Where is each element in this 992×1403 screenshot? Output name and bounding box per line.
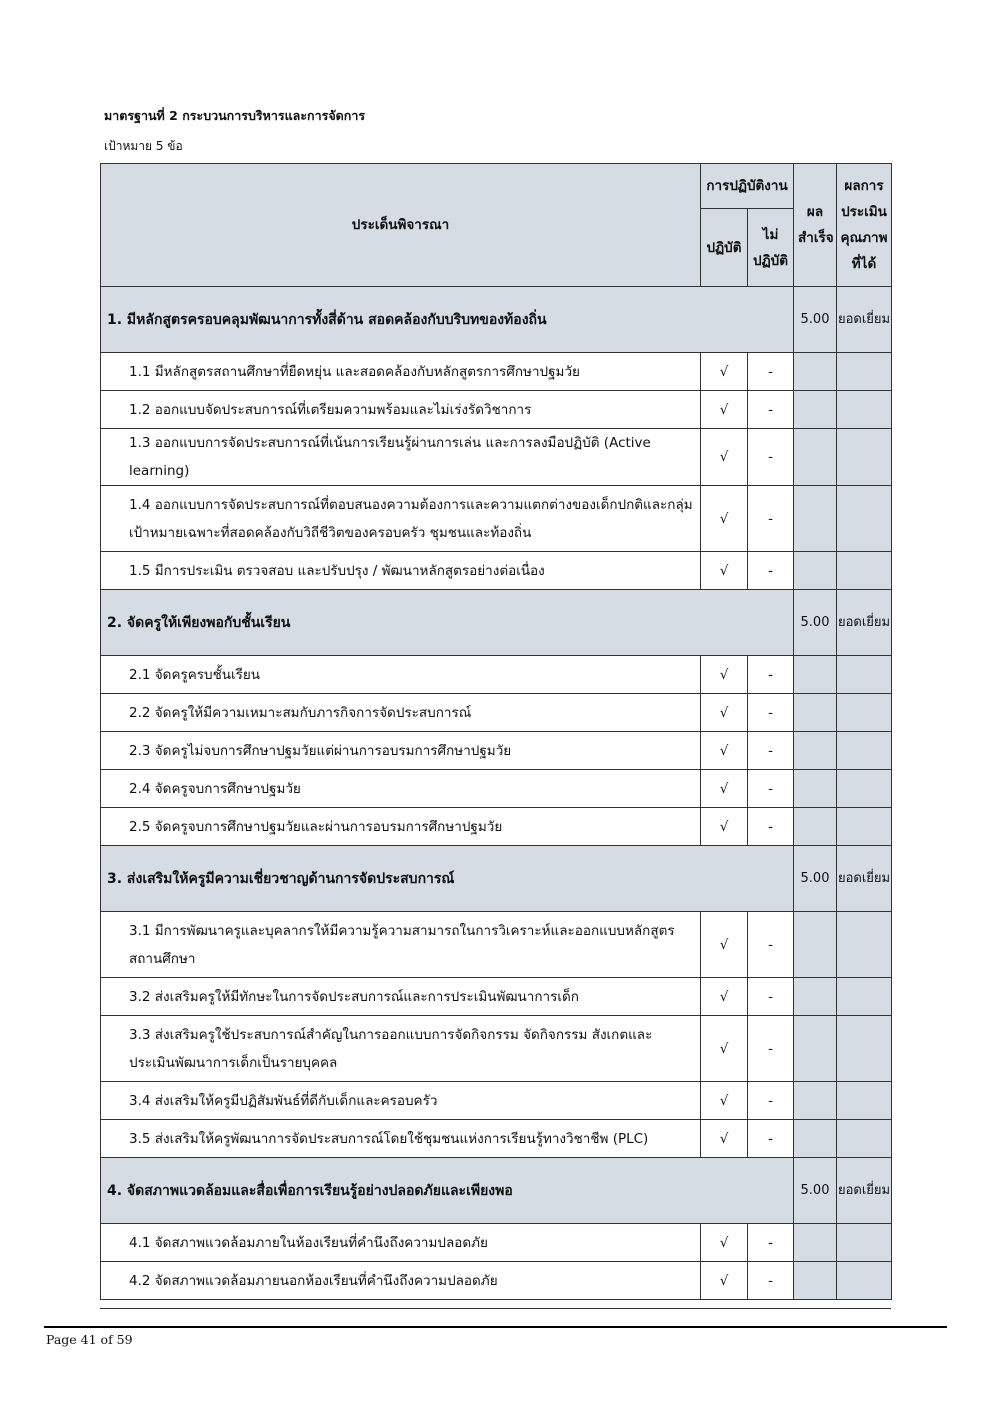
group-row	[101, 287, 892, 353]
table-row	[101, 1224, 892, 1262]
not-practiced-mark: -	[748, 1082, 794, 1120]
practiced-check: √	[701, 353, 748, 391]
quality-cell	[837, 770, 892, 808]
item-text: 3.1 มีการพัฒนาครูและบุคลากรให้มีความรู้ความสามารถในการวิเคราะห์และออกแบบหลักสูตรสถานศึกษา	[101, 912, 701, 978]
not-practiced-mark: -	[748, 770, 794, 808]
item-text: 3.2 ส่งเสริมครูให้มีทักษะในการจัดประสบการณ์และการประเมินพัฒนาการเด็ก	[101, 978, 701, 1016]
not-practiced-mark: -	[748, 1120, 794, 1158]
header-topic: ประเด็นพิจารณา	[101, 164, 701, 287]
practiced-check: √	[701, 1120, 748, 1158]
group-score: 5.00	[794, 1158, 837, 1224]
not-practiced-mark: -	[748, 552, 794, 590]
table-row	[101, 656, 892, 694]
result-cell	[794, 429, 837, 486]
quality-cell	[837, 694, 892, 732]
table-row	[101, 486, 892, 552]
header-result: ผลสำเร็จ	[794, 164, 837, 287]
quality-cell	[837, 1120, 892, 1158]
quality-cell	[837, 552, 892, 590]
result-cell	[794, 912, 837, 978]
target-text: เป้าหมาย 5 ข้อ	[104, 139, 183, 153]
evaluation-table	[100, 163, 892, 1300]
not-practiced-mark: -	[748, 1016, 794, 1082]
table-row	[101, 732, 892, 770]
header-not-practiced: ไม่ปฏิบัติ	[748, 209, 794, 287]
not-practiced-mark: -	[748, 391, 794, 429]
item-text: 3.3 ส่งเสริมครูใช้ประสบการณ์สำคัญในการออกแบบการจัดกิจกรรม จัดกิจกรรม สังเกตและประเมินพัฒนาการเด็กเป็นรายบุคคล	[101, 1016, 701, 1082]
not-practiced-mark: -	[748, 978, 794, 1016]
table-row	[101, 391, 892, 429]
result-cell	[794, 808, 837, 846]
not-practiced-mark: -	[748, 1262, 794, 1300]
practiced-check: √	[701, 912, 748, 978]
quality-cell	[837, 391, 892, 429]
quality-cell	[837, 1262, 892, 1300]
quality-cell	[837, 978, 892, 1016]
group-title: 3. ส่งเสริมให้ครูมีความเชี่ยวชาญด้านการจัดประสบการณ์	[101, 846, 794, 912]
table-bottom-rule	[100, 1308, 891, 1309]
item-text: 2.5 จัดครูจบการศึกษาปฐมวัยและผ่านการอบรมการศึกษาปฐมวัย	[101, 808, 701, 846]
result-cell	[794, 391, 837, 429]
not-practiced-mark: -	[748, 694, 794, 732]
item-text: 2.1 จัดครูครบชั้นเรียน	[101, 656, 701, 694]
header-practiced: ปฏิบัติ	[701, 209, 748, 287]
quality-cell	[837, 808, 892, 846]
not-practiced-mark: -	[748, 353, 794, 391]
group-quality: ยอดเยี่ยม	[837, 1158, 892, 1224]
item-text: 4.2 จัดสภาพแวดล้อมภายนอกห้องเรียนที่คำนึงถึงความปลอดภัย	[101, 1262, 701, 1300]
quality-cell	[837, 486, 892, 552]
group-row	[101, 590, 892, 656]
table-row	[101, 1016, 892, 1082]
table-row	[101, 429, 892, 486]
table-row	[101, 1120, 892, 1158]
group-row	[101, 846, 892, 912]
not-practiced-mark: -	[748, 1224, 794, 1262]
result-cell	[794, 353, 837, 391]
group-quality: ยอดเยี่ยม	[837, 590, 892, 656]
not-practiced-mark: -	[748, 808, 794, 846]
not-practiced-mark: -	[748, 429, 794, 486]
quality-cell	[837, 353, 892, 391]
group-row	[101, 1158, 892, 1224]
result-cell	[794, 732, 837, 770]
practiced-check: √	[701, 694, 748, 732]
result-cell	[794, 1224, 837, 1262]
table-row	[101, 353, 892, 391]
quality-cell	[837, 1224, 892, 1262]
practiced-check: √	[701, 1262, 748, 1300]
quality-cell	[837, 656, 892, 694]
practiced-check: √	[701, 1016, 748, 1082]
group-score: 5.00	[794, 590, 837, 656]
item-text: 2.3 จัดครูไม่จบการศึกษาปฐมวัยแต่ผ่านการอบรมการศึกษาปฐมวัย	[101, 732, 701, 770]
quality-cell	[837, 1016, 892, 1082]
group-quality: ยอดเยี่ยม	[837, 846, 892, 912]
result-cell	[794, 694, 837, 732]
table-row	[101, 912, 892, 978]
not-practiced-mark: -	[748, 912, 794, 978]
table-row	[101, 808, 892, 846]
group-title: 2. จัดครูให้เพียงพอกับชั้นเรียน	[101, 590, 794, 656]
result-cell	[794, 978, 837, 1016]
footer-rule	[44, 1326, 947, 1328]
item-text: 1.4 ออกแบบการจัดประสบการณ์ที่ตอบสนองความต้องการและความแตกต่างของเด็กปกติและกลุ่มเป้าหมายเฉพาะที่สอดคล้องกับวิถีชีวิตของครอบครัว ชุมชนและท้องถิ่น	[101, 486, 701, 552]
group-score: 5.00	[794, 846, 837, 912]
practiced-check: √	[701, 978, 748, 1016]
item-text: 1.1 มีหลักสูตรสถานศึกษาที่ยืดหยุ่น และสอดคล้องกับหลักสูตรการศึกษาปฐมวัย	[101, 353, 701, 391]
practiced-check: √	[701, 656, 748, 694]
result-cell	[794, 1082, 837, 1120]
practiced-check: √	[701, 1224, 748, 1262]
result-cell	[794, 1262, 837, 1300]
header-practice: การปฏิบัติงาน	[701, 164, 794, 209]
quality-cell	[837, 912, 892, 978]
item-text: 4.1 จัดสภาพแวดล้อมภายในห้องเรียนที่คำนึงถึงความปลอดภัย	[101, 1224, 701, 1262]
table-row	[101, 552, 892, 590]
table-row	[101, 1082, 892, 1120]
not-practiced-mark: -	[748, 732, 794, 770]
result-cell	[794, 486, 837, 552]
practiced-check: √	[701, 552, 748, 590]
practiced-check: √	[701, 486, 748, 552]
table-row	[101, 694, 892, 732]
table-row	[101, 1262, 892, 1300]
practiced-check: √	[701, 429, 748, 486]
header-quality: ผลการประเมินคุณภาพที่ได้	[837, 164, 892, 287]
practiced-check: √	[701, 391, 748, 429]
result-cell	[794, 1120, 837, 1158]
group-title: 1. มีหลักสูตรครอบคลุมพัฒนาการทั้งสี่ด้าน สอดคล้องกับบริบทของท้องถิ่น	[101, 287, 794, 353]
practiced-check: √	[701, 1082, 748, 1120]
quality-cell	[837, 1082, 892, 1120]
practiced-check: √	[701, 770, 748, 808]
practiced-check: √	[701, 808, 748, 846]
item-text: 3.4 ส่งเสริมให้ครูมีปฏิสัมพันธ์ที่ดีกับเด็กและครอบครัว	[101, 1082, 701, 1120]
page-number: Page 41 of 59	[46, 1332, 133, 1347]
item-text: 1.2 ออกแบบจัดประสบการณ์ที่เตรียมความพร้อมและไม่เร่งรัดวิชาการ	[101, 391, 701, 429]
item-text: 1.5 มีการประเมิน ตรวจสอบ และปรับปรุง / พัฒนาหลักสูตรอย่างต่อเนื่อง	[101, 552, 701, 590]
result-cell	[794, 656, 837, 694]
standard-title: มาตรฐานที่ 2 กระบวนการบริหารและการจัดการ	[104, 108, 366, 123]
item-text: 1.3 ออกแบบการจัดประสบการณ์ที่เน้นการเรียนรู้ผ่านการเล่น และการลงมือปฏิบัติ (Active learning)	[101, 429, 701, 486]
table-row	[101, 978, 892, 1016]
quality-cell	[837, 429, 892, 486]
quality-cell	[837, 732, 892, 770]
group-title: 4. จัดสภาพแวดล้อมและสื่อเพื่อการเรียนรู้อย่างปลอดภัยและเพียงพอ	[101, 1158, 794, 1224]
table-header	[101, 164, 892, 287]
item-text: 2.4 จัดครูจบการศึกษาปฐมวัย	[101, 770, 701, 808]
item-text: 3.5 ส่งเสริมให้ครูพัฒนาการจัดประสบการณ์โดยใช้ชุมชนแห่งการเรียนรู้ทางวิชาชีพ (PLC)	[101, 1120, 701, 1158]
item-text: 2.2 จัดครูให้มีความเหมาะสมกับภารกิจการจัดประสบการณ์	[101, 694, 701, 732]
result-cell	[794, 1016, 837, 1082]
group-quality: ยอดเยี่ยม	[837, 287, 892, 353]
table-row	[101, 770, 892, 808]
not-practiced-mark: -	[748, 656, 794, 694]
result-cell	[794, 770, 837, 808]
practiced-check: √	[701, 732, 748, 770]
table-body	[101, 287, 892, 1300]
result-cell	[794, 552, 837, 590]
group-score: 5.00	[794, 287, 837, 353]
not-practiced-mark: -	[748, 486, 794, 552]
